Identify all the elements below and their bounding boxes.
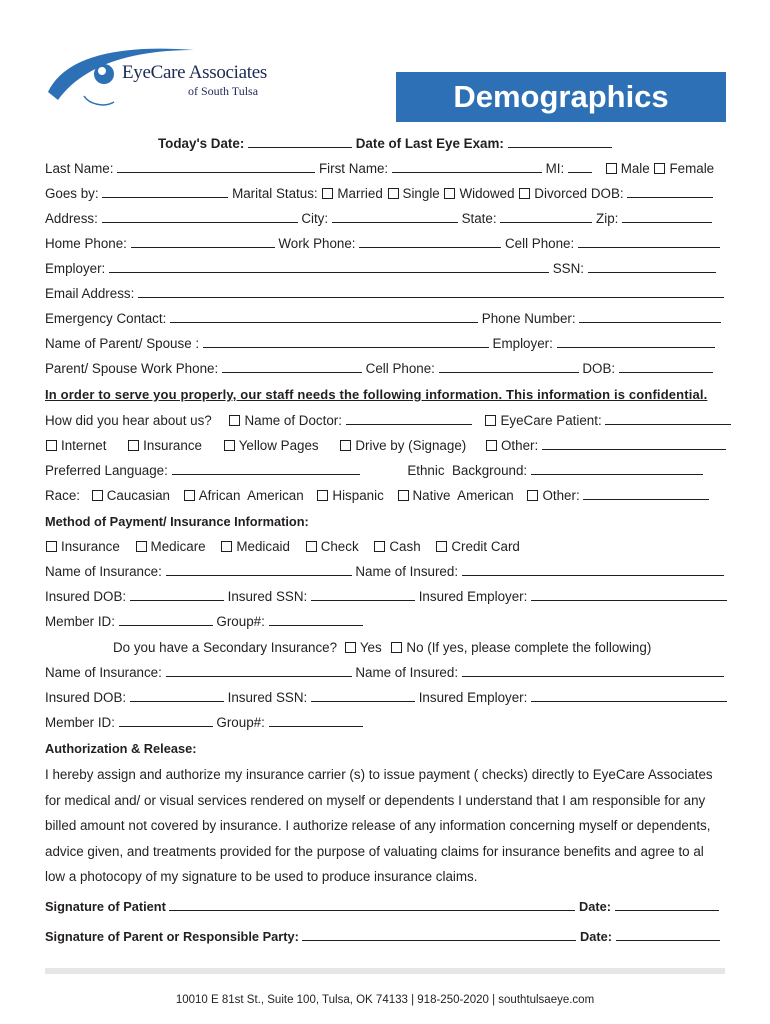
payment-heading: Method of Payment/ Insurance Information: bbox=[45, 514, 309, 529]
secondary-member-row bbox=[45, 715, 725, 731]
secondary-yes-checkbox[interactable] bbox=[345, 642, 356, 653]
name-row bbox=[45, 161, 725, 177]
last-name-label: Last Name: bbox=[45, 161, 114, 176]
parent-dob-label: DOB: bbox=[582, 361, 616, 376]
widowed-label: Widowed bbox=[459, 186, 515, 201]
ethnic-label: Ethnic Background: bbox=[407, 463, 528, 478]
medicaid-label: Medicaid bbox=[236, 539, 290, 554]
secondary-member-id-label: Member ID: bbox=[45, 715, 115, 730]
cell-phone-field[interactable] bbox=[578, 236, 720, 248]
footer-divider bbox=[45, 968, 725, 974]
address-label: Address: bbox=[45, 211, 98, 226]
auth-line: advice given, and treatments provided for the purpose of valuating claims for insurance benefits and agree to al bbox=[45, 843, 704, 859]
employer-field[interactable] bbox=[109, 261, 549, 273]
married-checkbox[interactable] bbox=[322, 188, 333, 199]
parent-row bbox=[45, 336, 725, 352]
confidential-notice: In order to serve you properly, our staff needs the following information. This information is confidential. bbox=[45, 387, 708, 402]
patient-signature-label: Signature of Patient bbox=[45, 899, 166, 914]
auth-line: I hereby assign and authorize my insurance carrier (s) to issue payment ( checks) directly to EyeCare Associates bbox=[45, 767, 713, 782]
insured-dob-field[interactable] bbox=[130, 589, 224, 601]
drive-by-checkbox[interactable] bbox=[340, 440, 351, 451]
divorced-label: Divorced bbox=[534, 186, 588, 201]
caucasian-checkbox[interactable] bbox=[92, 490, 103, 501]
parent-phone-row bbox=[45, 361, 725, 377]
cash-checkbox[interactable] bbox=[374, 541, 385, 552]
parent-signature-label: Signature of Parent or Responsible Party: bbox=[45, 929, 299, 944]
african-american-checkbox[interactable] bbox=[184, 490, 195, 501]
employer-row bbox=[45, 261, 725, 277]
dob-field[interactable] bbox=[627, 186, 713, 198]
native-american-label: Native American bbox=[412, 488, 514, 503]
parent-work-phone-field[interactable] bbox=[222, 361, 362, 373]
primary-member-row bbox=[45, 614, 725, 630]
member-id-field[interactable] bbox=[119, 614, 213, 626]
secondary-insured-employer-label: Insured Employer: bbox=[418, 690, 528, 705]
referral-row bbox=[45, 413, 725, 429]
female-label: Female bbox=[669, 161, 715, 176]
hispanic-label: Hispanic bbox=[332, 488, 384, 503]
married-label: Married bbox=[337, 186, 383, 201]
emergency-field[interactable] bbox=[170, 311, 478, 323]
logo-subtitle: of South Tulsa bbox=[188, 84, 259, 98]
secondary-question-row bbox=[113, 640, 713, 656]
auth-line: low a photocopy of my signature to be used to produce insurance claims. bbox=[45, 869, 478, 884]
marital-row bbox=[45, 186, 725, 202]
caucasian-label: Caucasian bbox=[106, 488, 170, 503]
secondary-insured-name-field[interactable] bbox=[462, 665, 724, 677]
parent-signature-row bbox=[45, 929, 725, 945]
secondary-no-label: No (If yes, please complete the following) bbox=[406, 640, 652, 655]
source-row bbox=[45, 438, 725, 454]
medicaid-checkbox[interactable] bbox=[221, 541, 232, 552]
medicare-label: Medicare bbox=[150, 539, 206, 554]
patient-signature-row bbox=[45, 899, 725, 915]
logo-name: EyeCare Associates bbox=[122, 62, 267, 83]
state-label: State: bbox=[461, 211, 497, 226]
single-checkbox[interactable] bbox=[388, 188, 399, 199]
referral-label: How did you hear about us? bbox=[45, 413, 212, 428]
cell-phone-label: Cell Phone: bbox=[505, 236, 575, 251]
logo bbox=[44, 44, 274, 114]
phone-row bbox=[45, 236, 725, 252]
secondary-group-label: Group#: bbox=[216, 715, 265, 730]
emergency-phone-label: Phone Number: bbox=[481, 311, 576, 326]
yellow-pages-label: Yellow Pages bbox=[238, 438, 319, 453]
ssn-field[interactable] bbox=[588, 261, 716, 273]
secondary-insurance-name-label: Name of Insurance: bbox=[45, 665, 162, 680]
other-race-checkbox[interactable] bbox=[527, 490, 538, 501]
member-id-label: Member ID: bbox=[45, 614, 115, 629]
state-field[interactable] bbox=[500, 211, 592, 223]
work-phone-field[interactable] bbox=[359, 236, 501, 248]
other-race-label: Other: bbox=[542, 488, 580, 503]
insured-name-field[interactable] bbox=[462, 564, 724, 576]
widowed-checkbox[interactable] bbox=[444, 188, 455, 199]
city-field[interactable] bbox=[332, 211, 458, 223]
secondary-insured-employer-field[interactable] bbox=[531, 690, 727, 702]
male-label: Male bbox=[620, 161, 650, 176]
goes-by-label: Goes by: bbox=[45, 186, 99, 201]
authorization-heading: Authorization & Release: bbox=[45, 741, 197, 756]
parent-cell-label: Cell Phone: bbox=[365, 361, 435, 376]
mi-label: MI: bbox=[545, 161, 565, 176]
internet-checkbox[interactable] bbox=[46, 440, 57, 451]
secondary-insured-ssn-label: Insured SSN: bbox=[227, 690, 308, 705]
secondary-insured-dob-field[interactable] bbox=[130, 690, 224, 702]
parent-cell-field[interactable] bbox=[439, 361, 579, 373]
insurance-source-label: Insurance bbox=[143, 438, 202, 453]
ethnic-field[interactable] bbox=[531, 463, 703, 475]
african-american-label: African American bbox=[198, 488, 304, 503]
email-field[interactable] bbox=[138, 286, 724, 298]
goes-by-field[interactable] bbox=[102, 186, 228, 198]
patient-signature-field[interactable] bbox=[169, 899, 575, 911]
other-source-checkbox[interactable] bbox=[486, 440, 497, 451]
secondary-group-field[interactable] bbox=[269, 715, 363, 727]
insurance-checkbox[interactable] bbox=[46, 541, 57, 552]
ssn-label: SSN: bbox=[552, 261, 585, 276]
last-name-field[interactable] bbox=[117, 161, 315, 173]
email-row bbox=[45, 286, 725, 302]
eyecare-patient-field[interactable] bbox=[605, 413, 731, 425]
insured-name-label: Name of Insured: bbox=[355, 564, 459, 579]
insurance-label: Insurance bbox=[61, 539, 120, 554]
insurance-source-checkbox[interactable] bbox=[128, 440, 139, 451]
drive-by-label: Drive by (Signage) bbox=[355, 438, 467, 453]
footer-contact: 10010 E 81st St., Suite 100, Tulsa, OK 74133 | 918-250-2020 | southtulsaeye.com bbox=[175, 994, 595, 1006]
city-label: City: bbox=[301, 211, 329, 226]
secondary-insurance-name-field[interactable] bbox=[166, 665, 352, 677]
group-label: Group#: bbox=[216, 614, 265, 629]
insurance-name-field[interactable] bbox=[166, 564, 352, 576]
insured-dob-label: Insured DOB: bbox=[45, 589, 127, 604]
dob-label: DOB: bbox=[590, 186, 624, 201]
mi-field[interactable] bbox=[568, 161, 592, 173]
first-name-field[interactable] bbox=[392, 161, 542, 173]
doctor-label: Name of Doctor: bbox=[244, 413, 342, 428]
language-row bbox=[45, 463, 725, 479]
secondary-insured-ssn-field[interactable] bbox=[311, 690, 415, 702]
auth-line: for medical and/ or visual services rendered on myself or dependents I understand that I am responsible for any bbox=[45, 792, 706, 808]
parent-signature-date-label: Date: bbox=[579, 929, 612, 944]
emergency-row bbox=[45, 311, 725, 327]
credit-card-checkbox[interactable] bbox=[436, 541, 447, 552]
last-exam-label: Date of Last Eye Exam: bbox=[355, 136, 504, 151]
insured-ssn-field[interactable] bbox=[311, 589, 415, 601]
email-label: Email Address: bbox=[45, 286, 135, 301]
single-label: Single bbox=[402, 186, 440, 201]
other-race-field[interactable] bbox=[583, 488, 709, 500]
hispanic-checkbox[interactable] bbox=[317, 490, 328, 501]
authorization-text bbox=[45, 762, 725, 890]
emergency-label: Emergency Contact: bbox=[45, 311, 167, 326]
group-field[interactable] bbox=[269, 614, 363, 626]
parent-dob-field[interactable] bbox=[619, 361, 713, 373]
primary-insured-row bbox=[45, 589, 725, 605]
home-phone-field[interactable] bbox=[131, 236, 275, 248]
secondary-insured-row bbox=[45, 690, 725, 706]
insured-employer-label: Insured Employer: bbox=[418, 589, 528, 604]
parent-label: Name of Parent/ Spouse : bbox=[45, 336, 200, 351]
internet-label: Internet bbox=[61, 438, 107, 453]
address-row bbox=[45, 211, 725, 227]
language-label: Preferred Language: bbox=[45, 463, 168, 478]
marital-label: Marital Status: bbox=[232, 186, 318, 201]
zip-field[interactable] bbox=[622, 211, 712, 223]
other-source-label: Other: bbox=[500, 438, 539, 453]
parent-field[interactable] bbox=[203, 336, 489, 348]
auth-line: billed amount not covered by insurance. I authorize release of any information concerning myself or dependents, bbox=[45, 818, 711, 833]
page-title: Demographics bbox=[396, 72, 726, 122]
credit-card-label: Credit Card bbox=[451, 539, 520, 554]
date-row bbox=[158, 136, 618, 152]
secondary-question-label: Do you have a Secondary Insurance? bbox=[113, 640, 338, 655]
check-checkbox[interactable] bbox=[306, 541, 317, 552]
male-checkbox[interactable] bbox=[606, 163, 617, 174]
parent-signature-field[interactable] bbox=[302, 929, 576, 941]
primary-insurance-row bbox=[45, 564, 725, 580]
first-name-label: First Name: bbox=[318, 161, 389, 176]
patient-signature-date-field[interactable] bbox=[615, 899, 719, 911]
secondary-insured-name-label: Name of Insured: bbox=[355, 665, 459, 680]
secondary-insurance-row bbox=[45, 665, 725, 681]
female-checkbox[interactable] bbox=[654, 163, 665, 174]
cash-label: Cash bbox=[389, 539, 421, 554]
address-field[interactable] bbox=[102, 211, 298, 223]
eyecare-patient-checkbox[interactable] bbox=[485, 415, 496, 426]
last-exam-field[interactable] bbox=[508, 136, 612, 148]
secondary-member-id-field[interactable] bbox=[119, 715, 213, 727]
doctor-checkbox[interactable] bbox=[229, 415, 240, 426]
parent-employer-label: Employer: bbox=[492, 336, 553, 351]
doctor-field[interactable] bbox=[346, 413, 472, 425]
work-phone-label: Work Phone: bbox=[278, 236, 356, 251]
native-american-checkbox[interactable] bbox=[398, 490, 409, 501]
payment-method-row bbox=[45, 539, 725, 555]
home-phone-label: Home Phone: bbox=[45, 236, 127, 251]
medicare-checkbox[interactable] bbox=[136, 541, 147, 552]
secondary-yes-label: Yes bbox=[359, 640, 382, 655]
insured-employer-field[interactable] bbox=[531, 589, 727, 601]
divorced-checkbox[interactable] bbox=[519, 188, 530, 199]
race-label: Race: bbox=[45, 488, 80, 503]
insurance-name-label: Name of Insurance: bbox=[45, 564, 162, 579]
todays-date-label: Today's Date: bbox=[158, 136, 245, 151]
eyecare-patient-label: EyeCare Patient: bbox=[500, 413, 602, 428]
race-row bbox=[45, 488, 725, 504]
language-field[interactable] bbox=[172, 463, 360, 475]
secondary-insured-dob-label: Insured DOB: bbox=[45, 690, 127, 705]
parent-work-phone-label: Parent/ Spouse Work Phone: bbox=[45, 361, 219, 376]
todays-date-field[interactable] bbox=[248, 136, 352, 148]
yellow-pages-checkbox[interactable] bbox=[224, 440, 235, 451]
employer-label: Employer: bbox=[45, 261, 106, 276]
zip-label: Zip: bbox=[596, 211, 619, 226]
parent-signature-date-field[interactable] bbox=[616, 929, 720, 941]
emergency-phone-field[interactable] bbox=[579, 311, 721, 323]
check-label: Check bbox=[320, 539, 359, 554]
parent-employer-field[interactable] bbox=[557, 336, 715, 348]
other-source-field[interactable] bbox=[542, 438, 726, 450]
insured-ssn-label: Insured SSN: bbox=[227, 589, 308, 604]
patient-signature-date-label: Date: bbox=[579, 899, 611, 914]
secondary-no-checkbox[interactable] bbox=[391, 642, 402, 653]
